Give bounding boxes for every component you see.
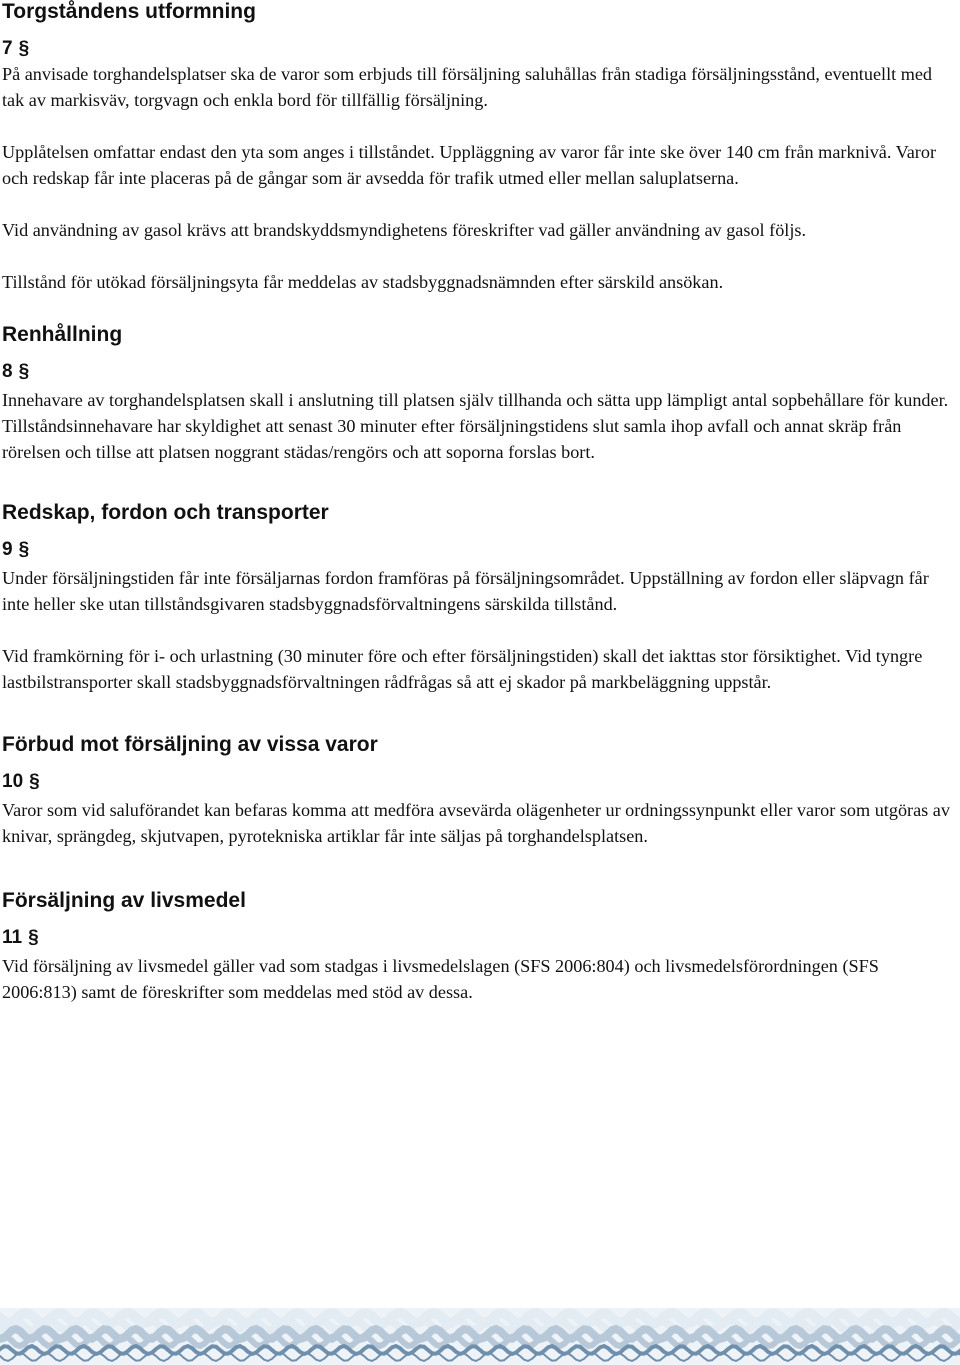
body-paragraph: Vid framkörning för i- och urlastning (30 minuter före och efter försäljningstiden) skall det iakttas stor försiktighet. Vid tyngre lastbilstransporter skall stadsbyggnadsförvaltningen rådfrågas så att ej skador på markbeläggning uppstår.	[2, 646, 923, 692]
footer-wave-decoration	[0, 1308, 960, 1365]
body-paragraph: Innehavare av torghandelsplatsen skall i anslutning till platsen själv tillhanda och sätta upp lämpligt antal sopbehållare för kunder. Tillståndsinnehavare har skyldighet att senast 30 minuter efter försäljningstidens slut samla ihop avfall och annat skräp från rörelsen och tillse att platsen noggrant städas/rengörs och att soporna forslas bort.	[2, 390, 949, 462]
paragraph-number	[2, 360, 952, 384]
section-symbol: §	[18, 361, 30, 382]
document-body	[2, 0, 952, 1005]
paragraph-number-value: 7	[2, 38, 13, 59]
paragraph-number-value: 8	[2, 361, 13, 382]
section-heading: Försäljning av livsmedel	[2, 889, 246, 912]
section-heading: Renhållning	[2, 323, 123, 346]
section-symbol: §	[18, 38, 30, 59]
paragraph-number-value: 11	[2, 927, 23, 948]
paragraph-number	[2, 538, 952, 562]
body-paragraph: Under försäljningstiden får inte försäljarnas fordon framföras på försäljningsområdet. Uppställning av fordon eller släpvagn får inte heller ske utan tillståndsgivaren stadsbyggnadsförvaltningens särskilda tillstånd.	[2, 568, 929, 614]
paragraph-number-value: 10	[2, 771, 24, 792]
body-paragraph: Vid försäljning av livsmedel gäller vad som stadgas i livsmedelslagen (SFS 2006:804) och livsmedelsförordningen (SFS 2006:813) samt de föreskrifter som meddelas med stöd av dessa.	[2, 956, 879, 1002]
body-paragraph: På anvisade torghandelsplatser ska de varor som erbjuds till försäljning saluhållas från stadiga försäljningsstånd, eventuellt med tak av markisväv, torgvagn och enkla bord för tillfällig försäljning.	[2, 64, 933, 110]
body-paragraph: Varor som vid saluförandet kan befaras komma att medföra avsevärda olägenheter ur ordningssynpunkt eller varor som utgöras av knivar, sprängdeg, skjutvapen, pyrotekniska artiklar får inte säljas på torghandelsplatsen.	[2, 800, 950, 846]
section-heading: Redskap, fordon och transporter	[2, 501, 329, 524]
section-heading: Förbud mot försäljning av vissa varor	[2, 733, 378, 756]
section-symbol: §	[28, 927, 39, 948]
section-symbol: §	[29, 771, 40, 792]
paragraph-number	[2, 37, 952, 61]
section-symbol: §	[18, 539, 30, 560]
paragraph-number-value: 9	[2, 539, 13, 560]
wave-pattern-graphic	[0, 1308, 960, 1365]
body-paragraph: Tillstånd för utökad försäljningsyta får meddelas av stadsbyggnadsnämnden efter särskild ansökan.	[2, 272, 724, 292]
paragraph-number	[2, 770, 952, 794]
body-paragraph: Vid användning av gasol krävs att brandskyddsmyndighetens föreskrifter vad gäller användning av gasol följs.	[2, 220, 807, 240]
body-paragraph: Upplåtelsen omfattar endast den yta som anges i tillståndet. Uppläggning av varor får inte ske över 140 cm från marknivå. Varor och redskap får inte placeras på de gångar som är avsedda för trafik utmed eller mellan saluplatserna.	[2, 142, 937, 188]
paragraph-number	[2, 926, 952, 950]
section-heading: Torgståndens utformning	[2, 0, 256, 23]
